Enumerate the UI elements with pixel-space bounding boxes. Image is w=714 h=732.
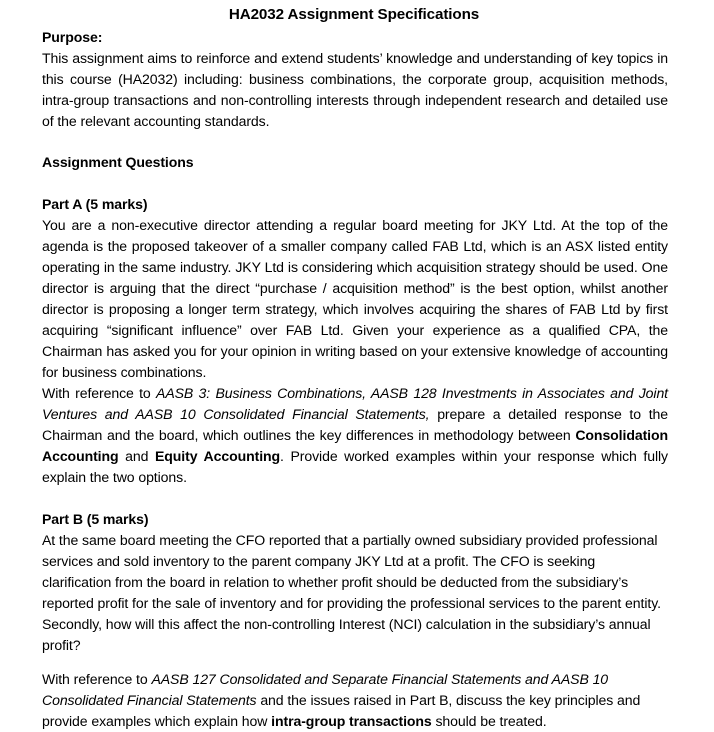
part-b-p2-tail: should be treated.: [431, 713, 547, 729]
part-b-bold-term-intra-group-transactions: intra-group transactions: [271, 713, 432, 729]
part-a-paragraph-1: You are a non-executive director attending a regular board meeting for JKY Ltd. At the top of the agenda is the proposed takeover of a smaller company called FAB Ltd, which is an ASX listed entity operating in the same industry. JKY Ltd is considering which acquisition strategy should be used. One director is arguing that the direct “purchase / acquisition method” is the best option, whilst another director is proposing a longer term strategy, which involves acquiring the shares of FAB Ltd by first acquiring “significant influence” over FAB Ltd. Given your experience as a qualified CPA, the Chairman has asked you for your opinion in writing based on your extensive knowledge of accounting for business combinations.: [42, 217, 668, 380]
part-b-standards-reference: AASB 127 Consolidated and Separate Financial Statements and AASB 10 Consolidated Financial Statements: [42, 671, 609, 708]
part-a-bold-term-consolidation-accounting: Consolidation Accounting: [42, 427, 668, 464]
part-a-paragraph-2: [42, 383, 668, 488]
spacer: [42, 656, 668, 669]
part-a-p2-lead: With reference to: [42, 385, 157, 401]
spacer: [42, 488, 668, 509]
part-a-p2-tail: . Provide worked examples within your response which fully explain the two options.: [42, 448, 668, 485]
part-a-p2-conjunction: and: [118, 448, 155, 464]
part-b-paragraph-1: At the same board meeting the CFO reported that a partially owned subsidiary provided professional services and sold inventory to the parent company JKY Ltd at a profit. The CFO is seeking clarification from the board in relation to whether profit should be deducted from the subsidiary’s reported profit for the sale of inventory and for providing the professional services to the parent entity. Secondly, how will this affect the non-controlling Interest (NCI) calculation in the subsidiary’s annual profit?: [42, 532, 661, 653]
part-b-p2-middle: and the issues raised in Part B, discuss the key principles and provide examples which explain how: [42, 692, 641, 729]
part-a-heading: Part A (5 marks): [42, 196, 148, 212]
part-b-heading: Part B (5 marks): [42, 511, 149, 527]
page-title: HA2032 Assignment Specifications: [228, 6, 480, 23]
purpose-heading: Purpose:: [42, 29, 103, 45]
part-a-p2-middle: prepare a detailed response to the Chairman and the board, which outlines the key differences in methodology between: [42, 406, 669, 443]
assignment-questions-heading: Assignment Questions: [42, 154, 194, 170]
part-a-standards-reference: AASB 3: Business Combinations, AASB 128 Investments in Associates and Joint Ventures and AASB 10 Consolidated Financial Statements,: [42, 385, 669, 422]
part-a-bold-term-equity-accounting: Equity Accounting: [154, 448, 281, 464]
part-b-paragraph-2: [42, 669, 668, 732]
spacer: [42, 132, 668, 152]
part-b-p2-lead: With reference to: [42, 671, 152, 687]
spacer: [42, 173, 668, 194]
purpose-paragraph: This assignment aims to reinforce and extend students’ knowledge and understanding of key topics in this course (HA2032) including: business combinations, the corporate group, acquisition methods, intra-group transactions and non-controlling interests through independent research and detailed use of the relevant accounting standards.: [42, 50, 668, 129]
